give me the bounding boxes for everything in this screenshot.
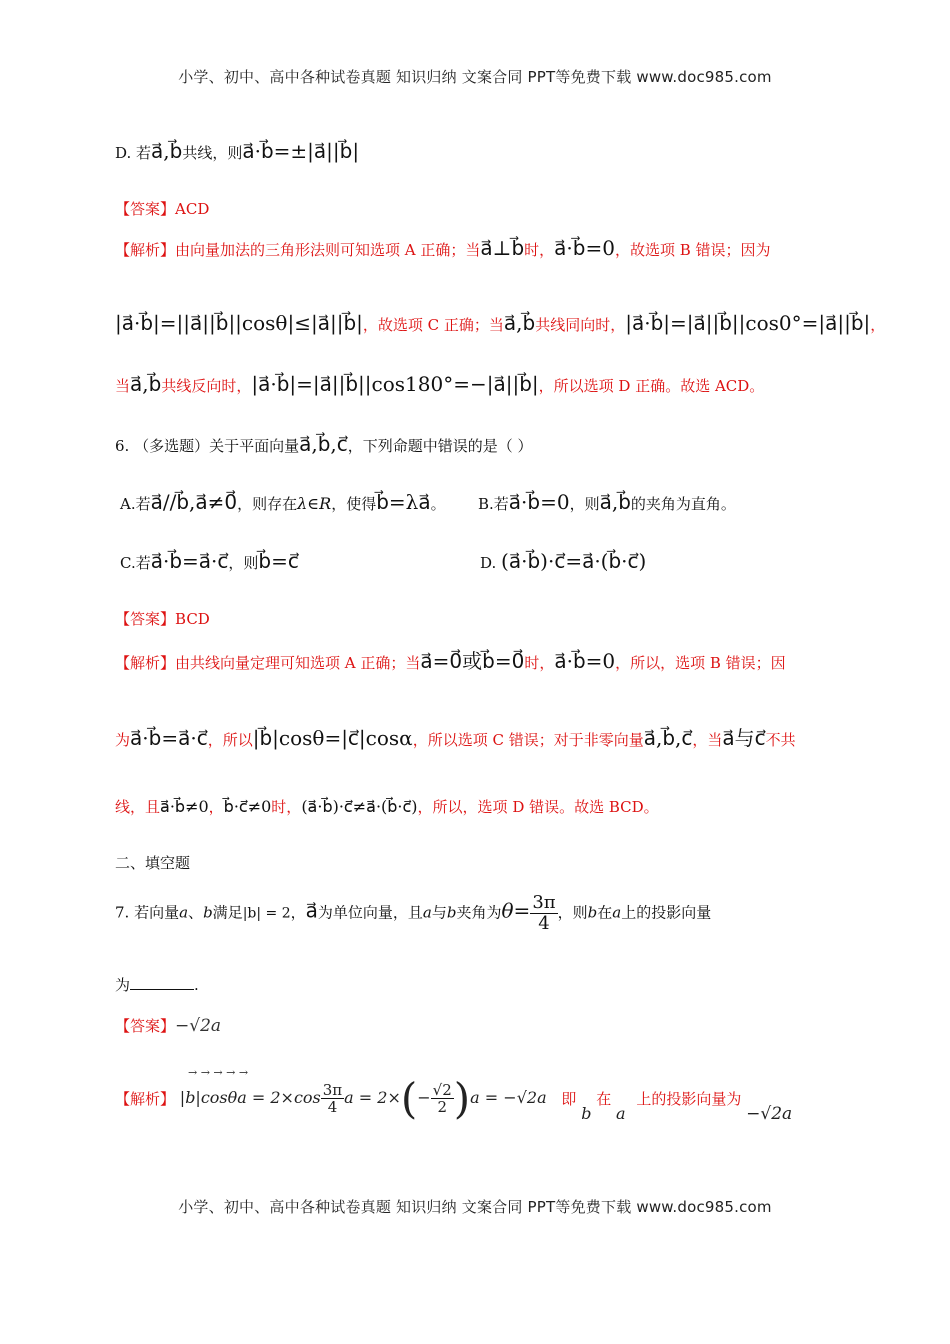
- q6-answer: [115, 608, 210, 629]
- q6-option-label: B.若: [478, 495, 509, 513]
- q7-an-var-b: b: [581, 1103, 592, 1123]
- q7-var-a: a: [179, 903, 189, 922]
- q6-option-b: [478, 490, 736, 514]
- q7-an-text: 上的投影向量为: [636, 1090, 742, 1108]
- q6-option-label: D.: [480, 554, 497, 572]
- q6-stem-vectors: a⃗,b⃗,c⃗: [299, 432, 348, 456]
- q5-d-vectors: a⃗,b⃗: [151, 139, 183, 163]
- q7-text: 为单位向量，且: [317, 903, 423, 922]
- q7-frac-num: 3π: [532, 892, 556, 913]
- q7-var-b: b: [587, 903, 598, 922]
- answer-tag: 【答案】: [115, 200, 176, 218]
- q7-var-b: b: [203, 903, 213, 922]
- q6-a-formula2: b⃗=λa⃗: [376, 490, 431, 514]
- q6-analysis-text: ，: [208, 798, 224, 816]
- q7-text: .: [194, 976, 199, 994]
- q6-analysis-text: 时，: [524, 654, 555, 672]
- answer-value: −√2a: [175, 1016, 222, 1036]
- answer-value: ACD: [175, 200, 210, 218]
- q5-d-formula: a⃗·b⃗=±|a⃗||b⃗|: [242, 139, 360, 163]
- q7-an-paren-left: (: [400, 1074, 418, 1123]
- q7-text: 与: [431, 903, 447, 922]
- q6-analysis-text: 不共: [765, 731, 796, 749]
- q6-option-text: 。: [430, 495, 446, 513]
- answer-tag: 【答案】: [115, 1017, 176, 1035]
- q7-answer-blank: [130, 988, 194, 990]
- q6-b-formula: a⃗·b⃗=0: [508, 490, 570, 514]
- q6-option-d: [480, 549, 646, 573]
- q6-formula-a-c: a⃗与c⃗: [722, 726, 766, 750]
- q6-analysis-text: 由共线向量定理可知选项 A 正确；当: [175, 654, 421, 672]
- q5-analysis-line3: [115, 372, 764, 396]
- analysis-tag: 【解析】: [115, 654, 176, 672]
- q5-analysis-line1: [115, 236, 771, 260]
- q6-formula-zero: a⃗=0⃗或b⃗=0⃗: [420, 649, 525, 673]
- q7-arrow-marks: → → → → →: [188, 1066, 249, 1079]
- q7-text: ，: [290, 903, 306, 922]
- q6-formula-ab-ac: a⃗·b⃗=a⃗·c⃗: [130, 726, 208, 750]
- q5-analysis-text: ，故选项 C 正确；当: [362, 316, 504, 334]
- q6-analysis-line1: [115, 645, 786, 674]
- q5-formula-dot-zero: a⃗·b⃗=0: [554, 236, 615, 260]
- q6-option-text: 的夹角为直角。: [630, 495, 736, 513]
- q6-analysis-text: ，所以选项 C 错误；对于非零向量: [412, 731, 644, 749]
- q6-analysis-line3: [115, 796, 659, 817]
- q5-formula-cauchy: |a⃗·b⃗|=||a⃗||b⃗||cosθ|≤|a⃗||b⃗|: [115, 311, 363, 335]
- q7-an-minus: −: [417, 1088, 431, 1107]
- q6-stem-text: 6. （多选题）关于平面向量: [115, 437, 300, 455]
- q6-option-label: A.若: [120, 495, 151, 513]
- q6-stem: [115, 432, 533, 456]
- q7-an-text: 即: [561, 1090, 577, 1108]
- q6-analysis-text: ，所以，选项 B 错误；因: [615, 654, 786, 672]
- q6-option-text: ，使得: [331, 495, 377, 513]
- q7-text: ，则: [557, 903, 588, 922]
- page-header: 小学、初中、高中各种试卷真题 知识归纳 文案合同 PPT等免费下载 www.doc985.com: [178, 68, 772, 86]
- q7-an-result: −√2a: [746, 1103, 793, 1124]
- q5-analysis-text: 当: [115, 377, 131, 395]
- q5-analysis-text: ，故选项 B 错误；因为: [614, 241, 771, 259]
- q6-analysis-line2: [115, 722, 796, 751]
- q7-an-part: |b|cosθa = 2×cos: [179, 1088, 321, 1107]
- q7-theta: θ=: [501, 898, 531, 923]
- q7-an-frac2-num: √2: [432, 1080, 452, 1099]
- q7-an-var-a: a: [616, 1103, 626, 1123]
- q7-text: 7. 若向量: [115, 903, 180, 922]
- q6-option-text: ，则: [569, 495, 600, 513]
- q6-analysis-text: 线，且: [115, 798, 161, 816]
- q6-stem-text: ，下列命题中错误的是（ ）: [347, 437, 533, 455]
- q7-var-b: b: [446, 903, 457, 922]
- section-heading: 二、填空题: [115, 854, 191, 872]
- q5-formula-cos180: |a⃗·b⃗|=|a⃗||b⃗||cos180°=−|a⃗||b⃗|: [251, 372, 539, 396]
- q7-an-frac2: [431, 1082, 454, 1116]
- q5-analysis-text: 时，: [524, 241, 555, 259]
- q7-norm-b: |b| = 2: [242, 905, 291, 922]
- q6-formula-assoc: (a⃗·b⃗)·c⃗≠a⃗·(b⃗·c⃗): [301, 797, 418, 816]
- q5-analysis-text: 共线同向时，: [535, 316, 626, 334]
- q6-c-formula2: b⃗=c⃗: [258, 549, 299, 573]
- q7-text: 上的投影向量: [621, 903, 712, 922]
- q6-formula-ab-nonzero: a⃗·b⃗≠0: [160, 797, 209, 816]
- q6-option-c: [120, 549, 299, 573]
- q5-d-mid: 共线，则: [182, 144, 243, 162]
- q6-analysis-text: 为: [115, 731, 131, 749]
- q5-analysis-text: ，: [870, 316, 886, 334]
- q7-fraction: [530, 893, 557, 934]
- q5-answer: [115, 198, 209, 219]
- q5-d-label: D. 若: [115, 144, 152, 162]
- q6-option-label: C.若: [120, 554, 151, 572]
- q6-a-formula: a⃗//b⃗,a⃗≠0⃗: [150, 490, 238, 514]
- q5-analysis-text: 共线反向时，: [161, 377, 252, 395]
- q7-an-frac2-den: 2: [437, 1098, 447, 1116]
- q7-an-part: a = 2×: [344, 1088, 401, 1107]
- q6-a-lambda: λ∈R: [297, 494, 332, 513]
- q7-analysis: [115, 1074, 792, 1130]
- q6-option-text: ，则: [228, 554, 259, 572]
- q7-an-frac1: [321, 1082, 344, 1116]
- q7-vec-a: a⃗: [305, 898, 318, 923]
- q5-analysis-text: 由向量加法的三角形法则可知选项 A 正确；当: [175, 241, 481, 259]
- q7-analysis-formula: [180, 1074, 547, 1123]
- q5-formula-vectors: a⃗,b⃗: [503, 311, 536, 335]
- q5-analysis-text: ，所以选项 D 正确。故选 ACD。: [538, 377, 765, 395]
- q7-an-part: a = −√2a: [470, 1088, 547, 1107]
- q7-stem: [115, 893, 711, 934]
- q6-d-formula: (a⃗·b⃗)·c⃗=a⃗·(b⃗·c⃗): [501, 549, 647, 573]
- q5-formula-vectors: a⃗,b⃗: [130, 372, 162, 396]
- analysis-tag: 【解析】: [115, 241, 176, 259]
- q6-formula-bc-nonzero: b⃗·c⃗≠0: [223, 797, 272, 816]
- q5-formula-perp: a⃗⊥b⃗: [480, 236, 525, 260]
- q6-analysis-text: ，所以: [207, 731, 253, 749]
- q7-var-a: a: [422, 903, 432, 922]
- q6-option-a: [120, 490, 446, 514]
- q7-an-paren-right: ): [453, 1074, 471, 1123]
- q6-formula-proj: |b⃗|cosθ=|c⃗|cosα: [252, 726, 413, 750]
- q5-analysis-line2: [115, 311, 885, 335]
- q6-analysis-text: ，所以，选项 D 错误。故选 BCD。: [417, 798, 659, 816]
- analysis-tag: 【解析】: [115, 1090, 176, 1108]
- q7-var-a: a: [612, 903, 622, 922]
- q6-formula-dot-zero: a⃗·b⃗=0: [554, 649, 616, 673]
- q5-option-d: [115, 139, 359, 163]
- q6-option-text: ，则存在: [237, 495, 298, 513]
- q7-an-frac1-den: 4: [327, 1098, 338, 1116]
- q7-text: 、: [188, 903, 204, 922]
- q7-text: 在: [597, 903, 613, 922]
- q6-b-vectors: a⃗,b⃗: [599, 490, 631, 514]
- q7-text: 夹角为: [456, 903, 502, 922]
- q6-c-formula: a⃗·b⃗=a⃗·c⃗: [150, 549, 229, 573]
- answer-value: BCD: [175, 610, 210, 628]
- q7-frac-den: 4: [538, 912, 550, 934]
- q7-an-text: 在: [596, 1090, 612, 1108]
- page-footer: 小学、初中、高中各种试卷真题 知识归纳 文案合同 PPT等免费下载 www.doc985.com: [178, 1198, 772, 1216]
- q6-analysis-text: ，当: [692, 731, 723, 749]
- q5-formula-cos0: |a⃗·b⃗|=|a⃗||b⃗||cos0°=|a⃗||b⃗|: [625, 311, 871, 335]
- q7-an-frac1-num: 3π: [322, 1080, 343, 1099]
- q7-text: 满足: [212, 903, 243, 922]
- q6-analysis-text: 时，: [271, 798, 302, 816]
- q7-text: 为: [115, 976, 131, 994]
- q7-answer: [115, 1015, 221, 1036]
- q7-line2: [115, 974, 199, 995]
- q6-formula-vectors: a⃗,b⃗,c⃗: [643, 726, 693, 750]
- answer-tag: 【答案】: [115, 610, 176, 628]
